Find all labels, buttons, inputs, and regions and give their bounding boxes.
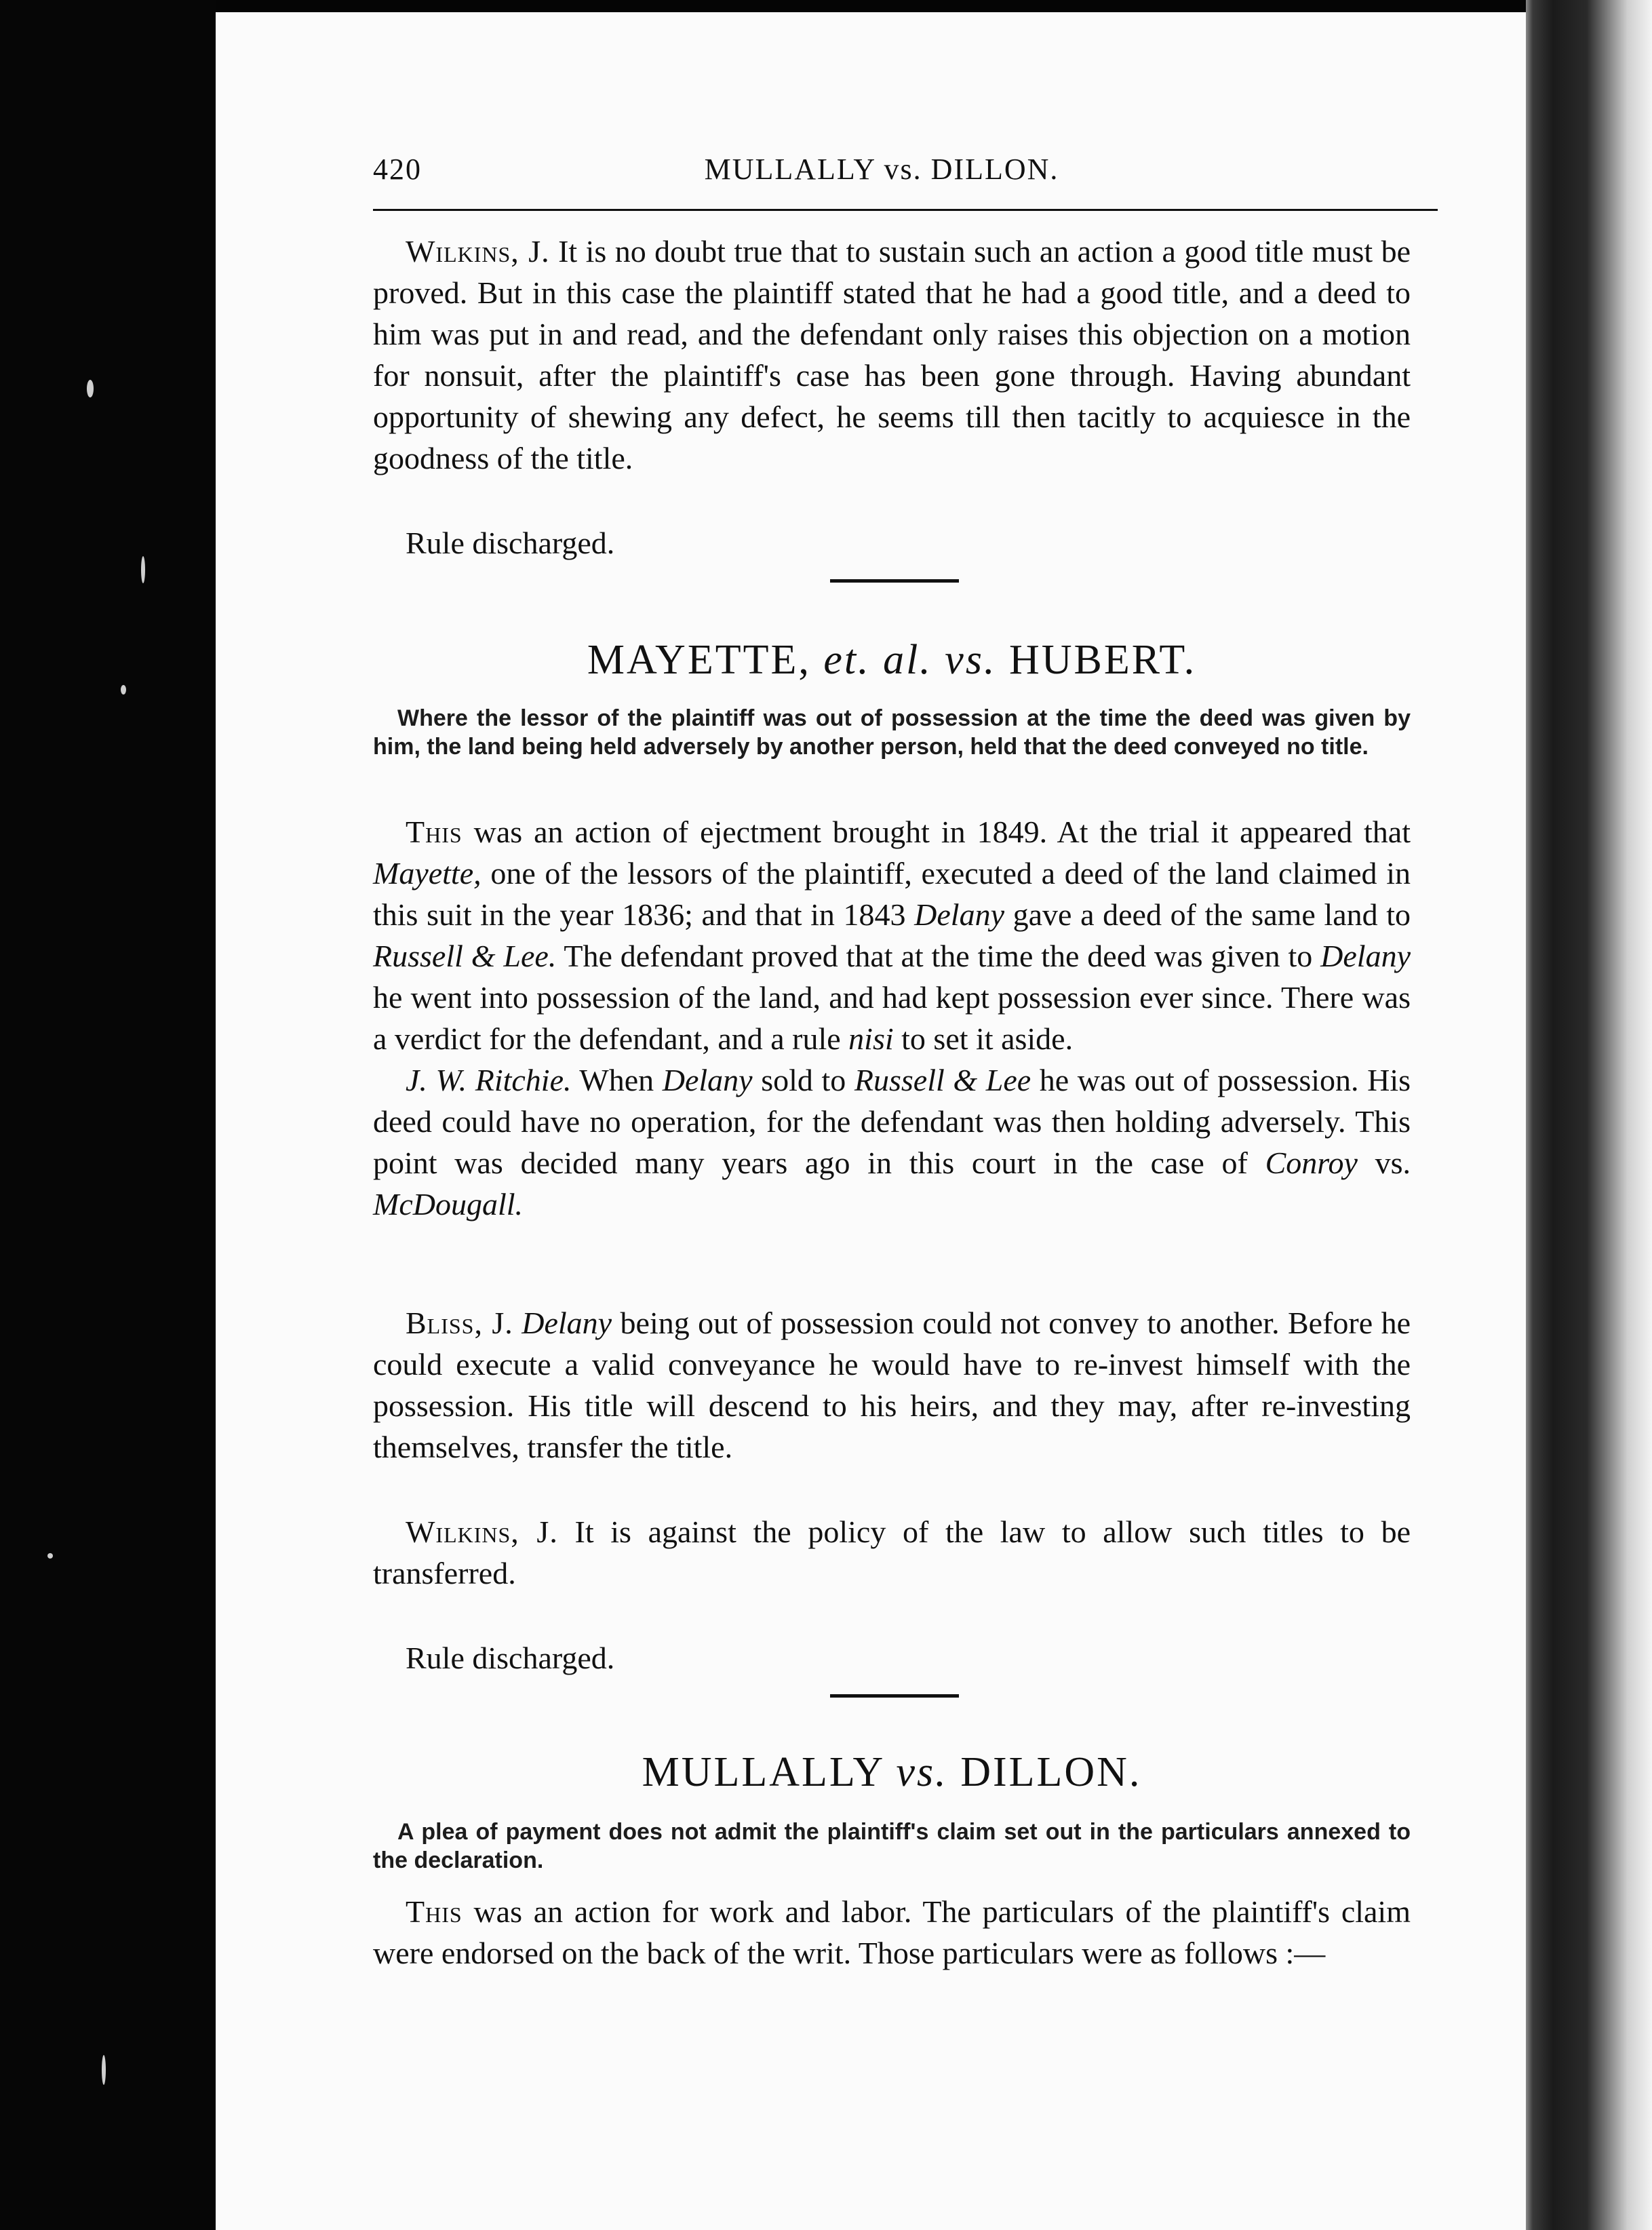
case-party: HUBERT. (1008, 637, 1197, 683)
text-run: sold to (761, 1063, 846, 1097)
scan-speck (47, 1553, 53, 1559)
party-name: Mayette, (373, 856, 481, 891)
case-title-mullally (373, 1748, 1411, 1797)
text-run: vs. (1375, 1146, 1411, 1180)
judge-name: Wilkins, J. (406, 234, 550, 269)
section-divider (830, 579, 959, 583)
party-name: Russell & Lee. (373, 939, 557, 973)
opinion-text: It is no doubt true that to sustain such an action a good title must be proved. But in this case the plaintiff stated that he had a good title, and a deed to him was put in and read, and the defendant only raises this objection on a motion for nonsuit, after the plaintiff's case has been gone through. Having abundant opportunity of shewing any defect, he seems till then tacitly to acquiesce in the goodness of the title. (373, 234, 1411, 475)
rule-text: Rule discharged. (406, 1641, 615, 1675)
text-run: one of the lessors of the plaintiff, executed a deed of the land claimed in this suit in the year 1836; and that in 1843 (373, 856, 1411, 932)
scan-speck (141, 556, 145, 583)
facts-mayette (373, 811, 1411, 1225)
party-name: Delany (1320, 939, 1411, 973)
scan-speck (121, 685, 126, 695)
page-number: 420 (373, 153, 422, 186)
text-run: The defendant proved that at the time the deed was given to (564, 939, 1313, 973)
headnote-mullally (373, 1818, 1411, 1875)
party-name: Delany (662, 1063, 753, 1097)
scan-margin-left (0, 0, 216, 2230)
headnote-text: A plea of payment does not admit the plaintiff's claim set out in the particulars annexed to the declaration. (373, 1819, 1411, 1873)
opinion-bliss (373, 1302, 1411, 1468)
scan-speck (102, 2055, 106, 2085)
running-title: MULLALLY vs. DILLON. (704, 153, 1059, 186)
running-header (373, 148, 1404, 195)
lead-word: This (406, 815, 463, 849)
opinion-text: It is against the policy of the law to allow such titles to be transferred. (373, 1514, 1411, 1590)
case-title-mayette (373, 636, 1411, 684)
latin-term: nisi (848, 1021, 894, 1056)
case-vs: et. al. vs. (823, 637, 997, 683)
lead-word: This (406, 1894, 463, 1929)
header-rule (373, 209, 1438, 211)
judge-name: Bliss, J. (406, 1306, 513, 1340)
headnote-mayette (373, 704, 1411, 761)
opinion-text: being out of possession could not convey to another. Before he could execute a valid conveyance he would have to re-invest himself with the possession. His title will descend to his heirs, and they may, after re-investing themselves, transfer the title. (373, 1306, 1411, 1464)
rule-text: Rule discharged. (406, 526, 615, 560)
case-citation-party: McDougall. (373, 1187, 524, 1221)
text-run: he was out of possession. His deed could have no operation, for the defendant was then holding adversely. This point was decided many years ago in this court in the case of (373, 1063, 1411, 1180)
party-name: Russell & Lee (854, 1063, 1031, 1097)
judge-name: Wilkins, J. (406, 1514, 558, 1549)
case-party: DILLON. (960, 1749, 1142, 1795)
facts-mullally (373, 1891, 1411, 1974)
case-citation-party: Conroy (1265, 1146, 1358, 1180)
party-name: Delany (522, 1306, 612, 1340)
text-run: gave a deed of the same land to (1012, 897, 1411, 932)
text-run: he went into possession of the land, and had kept possession ever since. There was a verdict for the defendant, and a rule (373, 980, 1411, 1056)
case-party: MULLALLY (642, 1749, 884, 1795)
opinion-wilkins-2 (373, 1511, 1411, 1594)
book-page (216, 12, 1526, 2230)
book-spine-edge (1526, 0, 1652, 2230)
rule-discharged-2 (373, 1637, 1411, 1679)
headnote-text: Where the lessor of the plaintiff was out of possession at the time the deed was given by him, the land being held adversely by another person, held that the deed conveyed no title. (373, 705, 1411, 760)
text-run: When (579, 1063, 654, 1097)
case-vs: vs. (896, 1749, 948, 1795)
rule-discharged-1 (373, 522, 1411, 564)
party-name: Delany (914, 897, 1005, 932)
text-run: was an action of ejectment brought in 1849. At the trial it appeared that (473, 815, 1411, 849)
scan-speck (87, 380, 94, 397)
opinion-wilkins-1 (373, 231, 1411, 479)
counsel-name: J. W. Ritchie. (406, 1063, 572, 1097)
section-divider (830, 1694, 959, 1698)
text-run: to set it aside. (901, 1021, 1074, 1056)
case-party: MAYETTE, (587, 637, 811, 683)
text-run: was an action for work and labor. The particulars of the plaintiff's claim were endorsed on the back of the writ. Those particulars were as follows :— (373, 1894, 1411, 1970)
